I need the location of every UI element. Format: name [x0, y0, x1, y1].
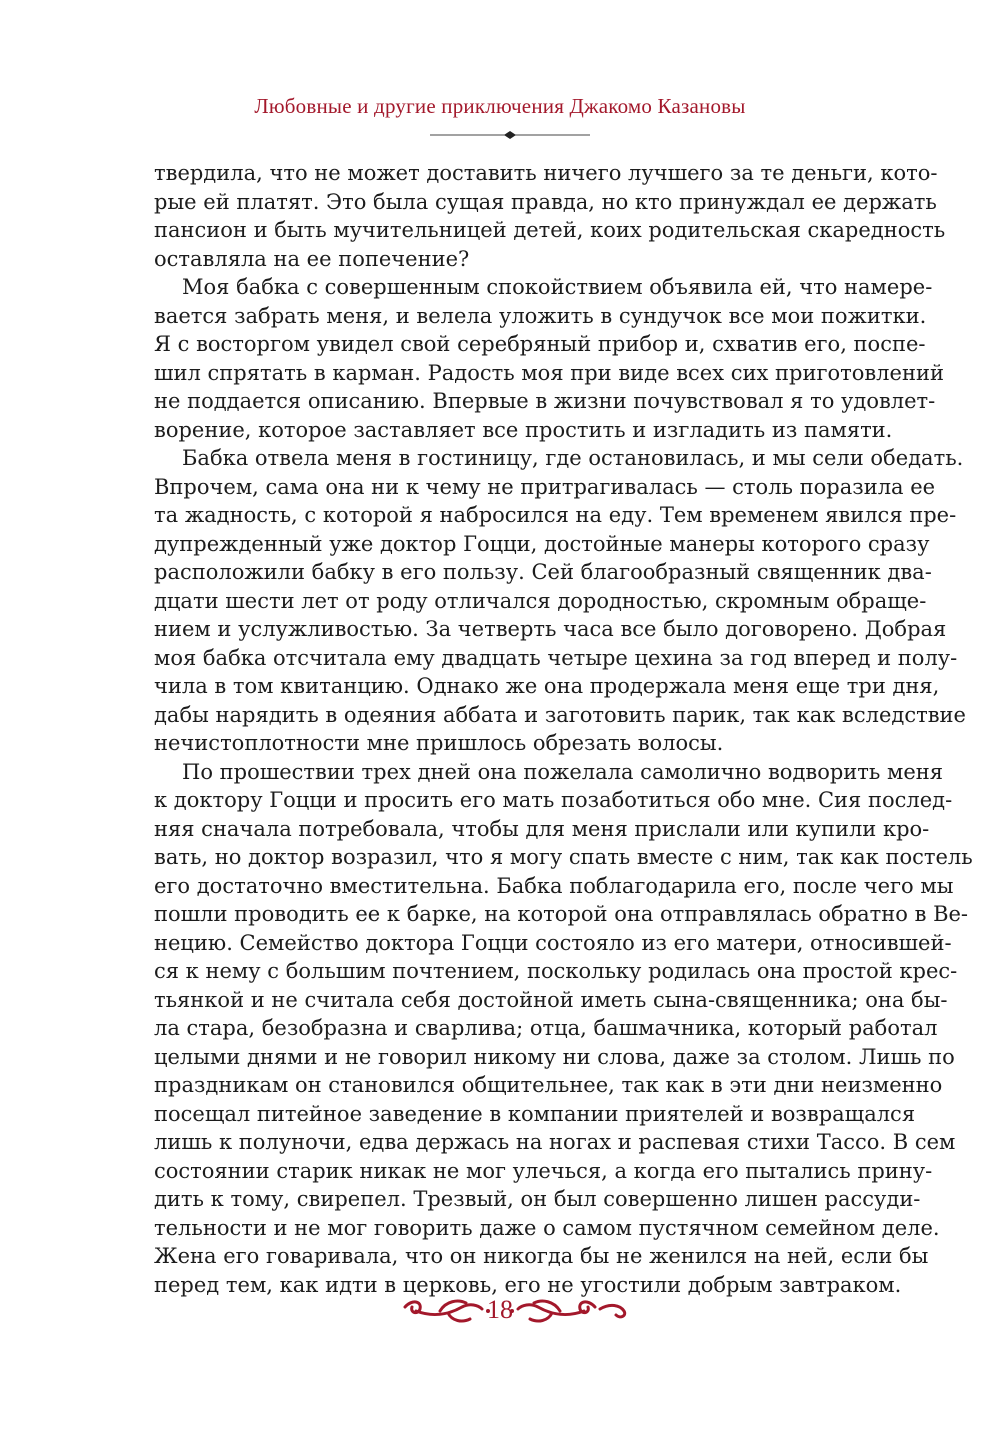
- body-line: пошли проводить ее к барке, на которой она отправлялась обратно в Ве-: [154, 902, 969, 926]
- body-line: Впрочем, сама она ни к чему не притрагивалась — столь поразила ее: [154, 474, 936, 499]
- body-line: моя бабка отсчитала ему двадцать четыре цехина за год вперед и полу-: [154, 645, 958, 670]
- body-line: посещал питейное заведение в компании приятелей и возвращался: [154, 1101, 916, 1126]
- page-body-text: [154, 159, 973, 1299]
- body-line: состоянии старик никак не мог улечься, а когда его пытались прину-: [154, 1158, 933, 1183]
- body-line: Жена его говаривала, что он никогда бы не женился на ней, если бы: [154, 1244, 929, 1268]
- body-line: тьянкой и не считала себя достойной иметь сына-священника; она бы-: [154, 987, 948, 1012]
- body-line: целыми днями и не говорил никому ни слова, даже за столом. Лишь по: [154, 1044, 955, 1069]
- body-line: чила в том квитанцию. Однако же она продержала меня еще три дня,: [154, 674, 940, 698]
- body-line: праздникам он становился общительнее, так как в эти дни неизменно: [154, 1073, 943, 1097]
- body-line: расположили бабку в его пользу. Сей благообразный священник два-: [154, 560, 932, 584]
- running-header: Любовные и другие приключения Джакомо Казановы: [254, 94, 746, 118]
- body-line: пансион и быть мучительницей детей, коих родительская скаредность: [154, 218, 946, 242]
- body-line: рые ей платят. Это была сущая правда, но кто принуждал ее держать: [154, 189, 937, 214]
- body-line: его достаточно вместительна. Бабка поблагодарила его, после чего мы: [154, 873, 954, 898]
- body-line: ся к нему с большим почтением, поскольку родилась она простой крес-: [154, 959, 958, 983]
- body-line: дить к тому, свирепел. Трезвый, он был совершенно лишен рассуди-: [154, 1187, 921, 1211]
- body-line: ворение, которое заставляет все простить и изгладить из памяти.: [154, 417, 893, 442]
- body-line: вается забрать меня, и велела уложить в сундучок все мои пожитки.: [154, 303, 927, 328]
- body-line: тельности и не мог говорить даже о самом пустячном семейном деле.: [154, 1215, 940, 1240]
- body-line: та жадность, с которой я набросился на еду. Тем временем явился пре-: [154, 503, 957, 527]
- body-line: няя сначала потребовала, чтобы для меня прислали или купили кро-: [154, 816, 930, 841]
- body-line: дупрежденный уже доктор Гоцци, достойные манеры которого сразу: [154, 531, 930, 556]
- body-line: нием и услужливостью. За четверть часа все было договорено. Добрая: [154, 617, 947, 641]
- body-line: вать, но доктор возразил, что я могу спать вместе с ним, так как постель: [154, 845, 973, 869]
- body-line: дцати шести лет от роду отличался дородностью, скромным обраще-: [154, 588, 927, 613]
- body-line: Бабка отвела меня в гостиницу, где остановилась, и мы сели обедать.: [182, 446, 964, 470]
- body-line: не поддается описанию. Впервые в жизни почувствовал я то удовлет-: [154, 389, 936, 413]
- body-line: к доктору Гоцци и просить его мать позаботиться обо мне. Сия послед-: [154, 788, 953, 812]
- body-line: оставляла на ее попечение?: [154, 246, 470, 271]
- body-line: нецию. Семейство доктора Гоцци состояло из его матери, относившей-: [154, 930, 952, 955]
- body-line: ла стара, безобразна и сварлива; отца, башмачника, который работал: [154, 1016, 938, 1040]
- body-line: Я с восторгом увидел свой серебряный прибор и, схватив его, поспе-: [154, 332, 926, 356]
- body-line: лишь к полуночи, едва держась на ногах и распевая стихи Тассо. В сем: [154, 1130, 956, 1154]
- header-rule-ornament: [430, 128, 590, 142]
- body-line: перед тем, как идти в церковь, его не угостили добрым завтраком.: [154, 1272, 902, 1297]
- body-line: По прошествии трех дней она пожелала самолично водворить меня: [182, 759, 944, 784]
- body-line: дабы нарядить в одеяния аббата и заготовить парик, так как вследствие: [154, 702, 966, 727]
- body-line: нечистоплотности мне пришлось обрезать волосы.: [154, 731, 724, 755]
- body-line: Моя бабка с совершенным спокойствием объявила ей, что намере-: [182, 275, 933, 299]
- page-number: 18: [487, 1295, 513, 1324]
- body-line: твердила, что не может доставить ничего лучшего за те деньги, кото-: [154, 161, 938, 185]
- body-line: шил спрятать в карман. Радость моя при виде всех сих приготовлений: [154, 360, 944, 385]
